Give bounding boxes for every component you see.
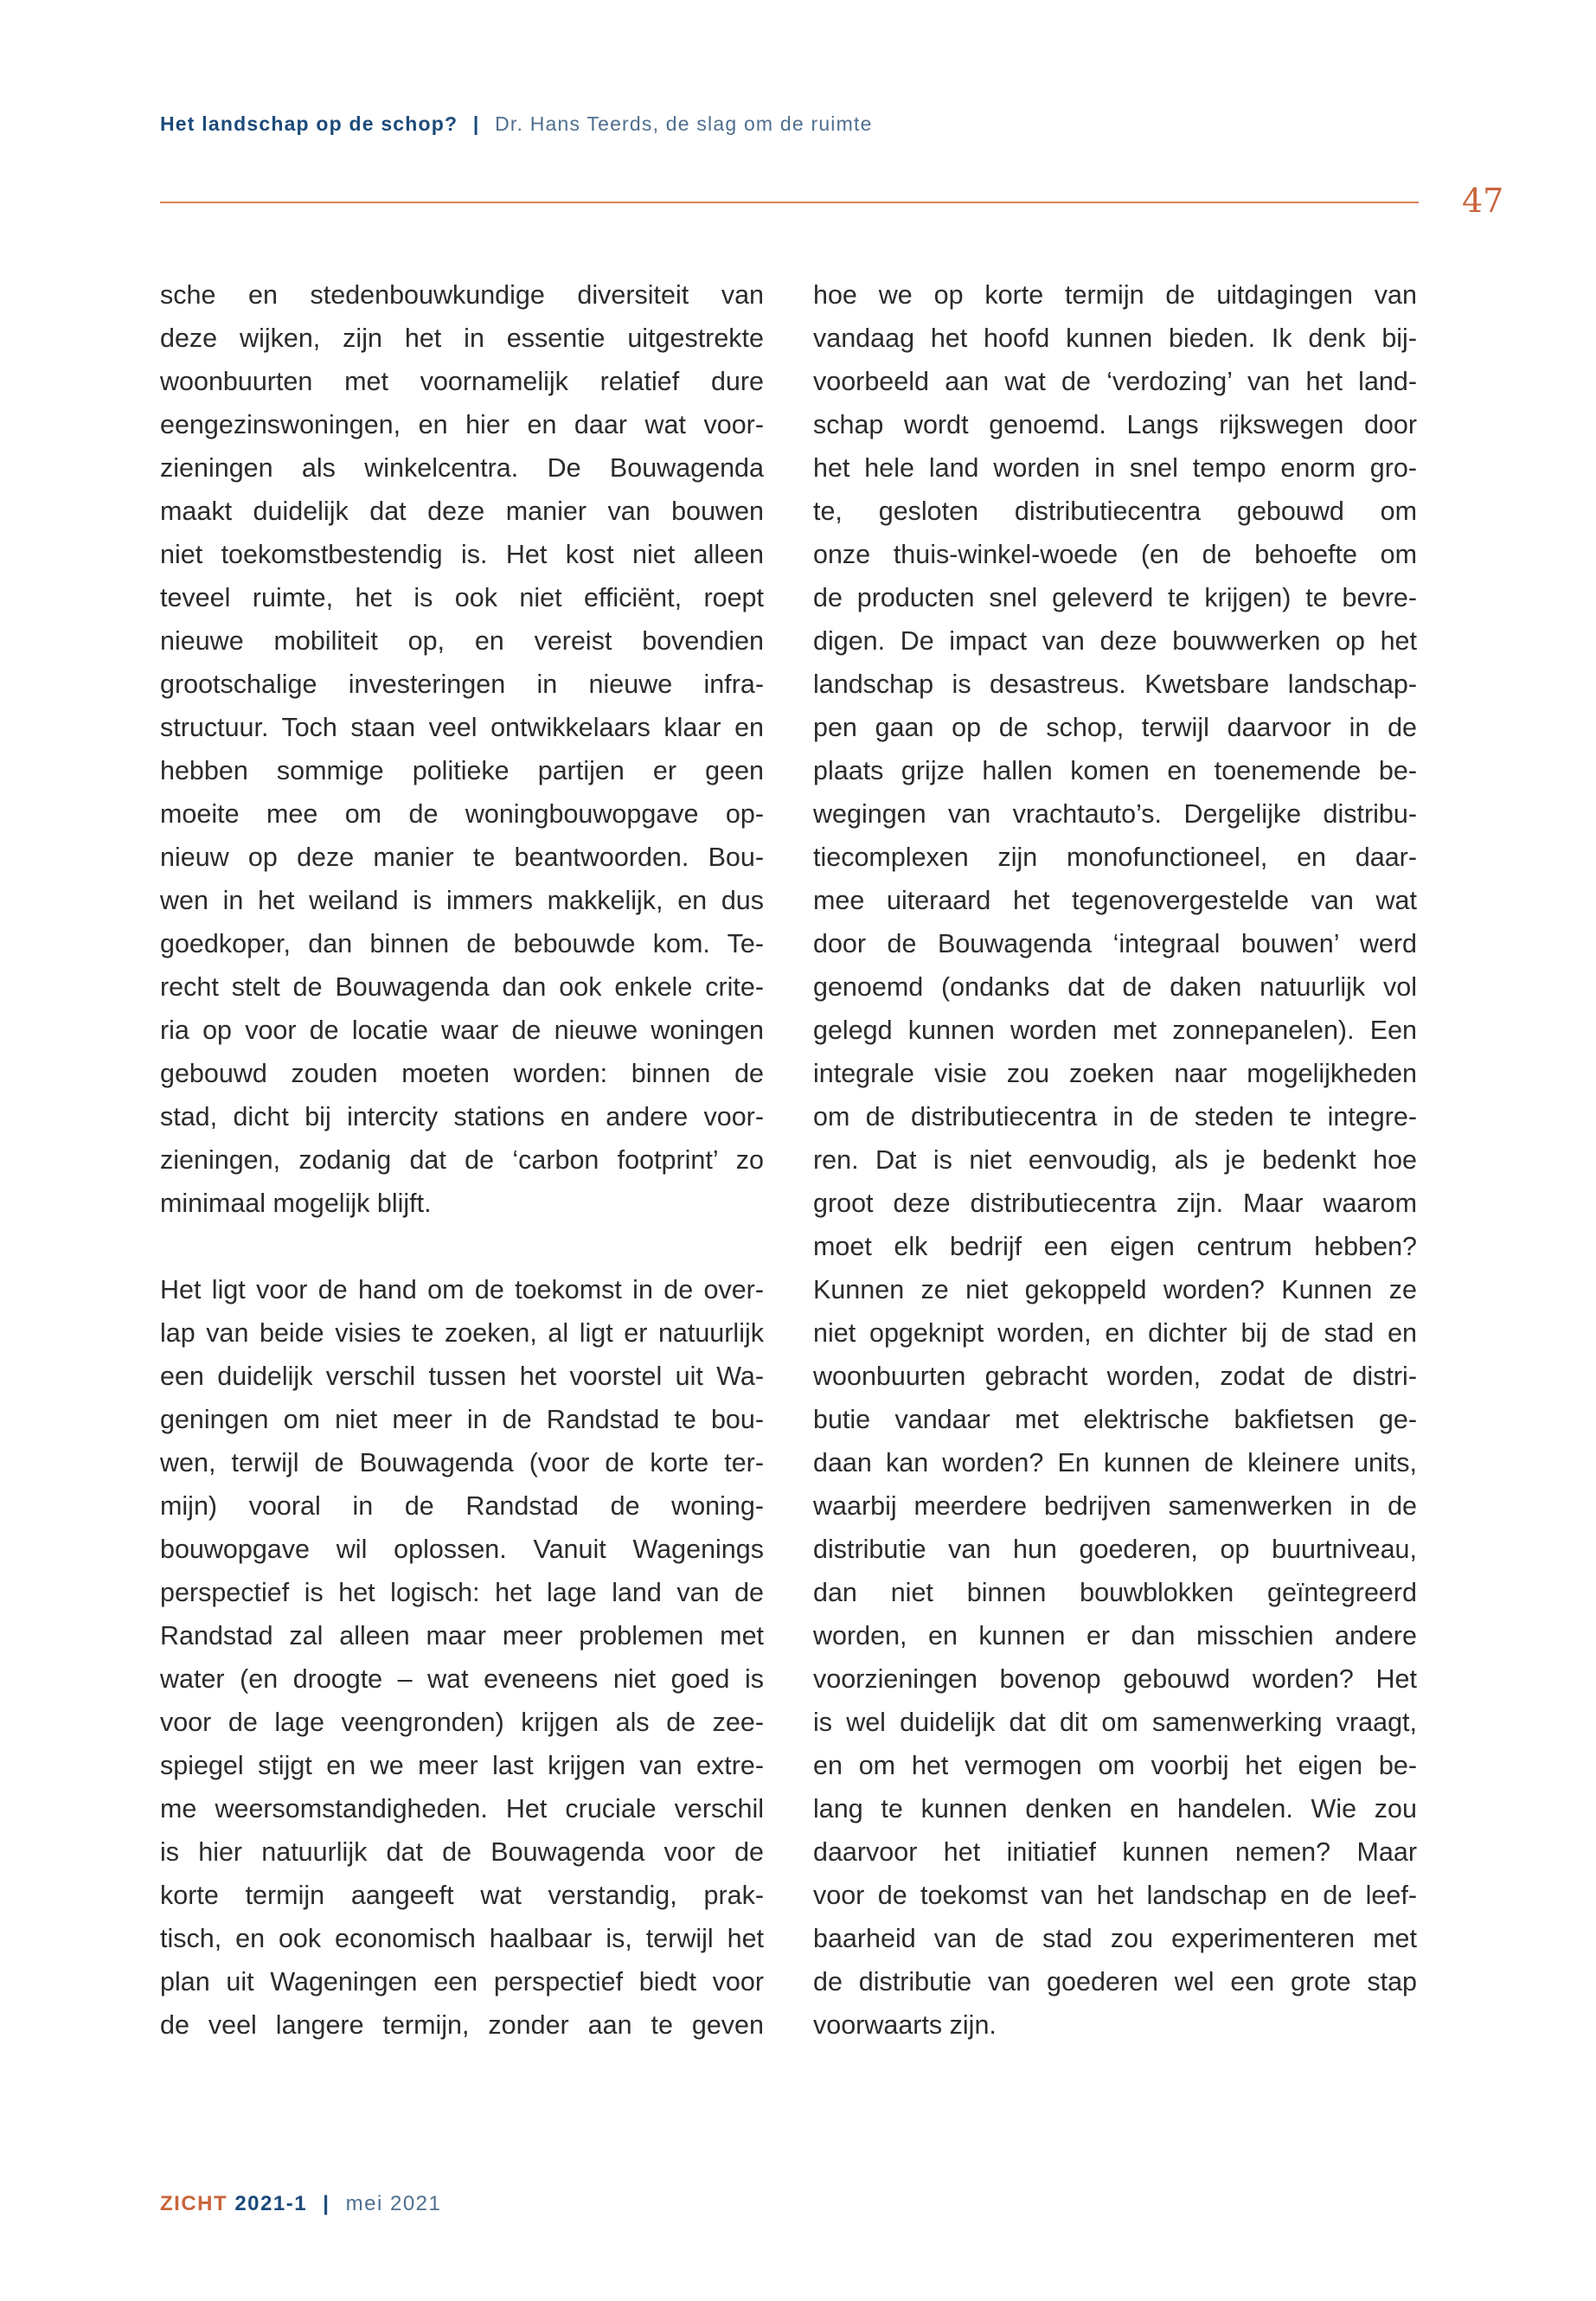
paragraph-gap <box>160 1225 764 1268</box>
text-line: het hele land worden in snel tempo enorm gro- <box>813 453 1417 483</box>
text-line: lap van beide visies te zoeken, al ligt er natuurlijk <box>160 1318 764 1348</box>
text-line: moet elk bedrijf een eigen centrum hebben? <box>813 1232 1417 1261</box>
text-line: plan uit Wageningen een perspectief biedt voor <box>160 1967 764 1997</box>
text-line: lang te kunnen denken en handelen. Wie zou <box>813 1794 1417 1823</box>
text-line: de distributie van goederen wel een grote stap <box>813 1967 1417 1997</box>
text-line: grootschalige investeringen in nieuwe infra- <box>160 670 764 699</box>
text-line: water (en droogte – wat eveneens niet goed is <box>160 1664 764 1694</box>
text-line: nieuw op deze manier te beantwoorden. Bou- <box>160 843 764 872</box>
text-line: spiegel stijgt en we meer last krijgen van extre- <box>160 1751 764 1780</box>
text-line: vandaag het hoofd kunnen bieden. Ik denk bij- <box>813 324 1417 353</box>
text-line: wegingen van vrachtauto’s. Dergelijke distribu- <box>813 799 1417 829</box>
text-line: gelegd kunnen worden met zonnepanelen). Een <box>813 1016 1417 1045</box>
text-line: waarbij meerdere bedrijven samenwerken in de <box>813 1491 1417 1521</box>
text-line: voorwaarts zijn. <box>813 2010 997 2040</box>
left-column <box>160 273 764 2047</box>
text-line: landschap is desastreus. Kwetsbare landschap- <box>813 670 1417 699</box>
right-paragraph-1 <box>813 273 1417 2047</box>
text-line: ren. Dat is niet eenvoudig, als je bedenkt hoe <box>813 1145 1417 1175</box>
text-line: pen gaan op de schop, terwijl daarvoor in de <box>813 713 1417 742</box>
text-line: recht stelt de Bouwagenda dan ook enkele crite- <box>160 972 764 1002</box>
text-line: Het ligt voor de hand om de toekomst in de over- <box>160 1275 764 1304</box>
text-line: wen, terwijl de Bouwagenda (voor de korte ter- <box>160 1448 764 1477</box>
text-line: zieningen als winkelcentra. De Bouwagenda <box>160 453 764 483</box>
text-line: woonbuurten met voornamelijk relatief dure <box>160 367 764 396</box>
text-line: hebben sommige politieke partijen er geen <box>160 756 764 785</box>
text-line: daan kan worden? En kunnen de kleinere units, <box>813 1448 1417 1477</box>
text-line: voorbeeld aan wat de ‘verdozing’ van het land- <box>813 367 1417 396</box>
text-line: genoemd (ondanks dat de daken natuurlijk vol <box>813 972 1417 1002</box>
text-line: goedkoper, dan binnen de bebouwde kom. Te- <box>160 929 764 958</box>
text-line: digen. De impact van deze bouwwerken op het <box>813 626 1417 656</box>
text-line: perspectief is het logisch: het lage land van de <box>160 1578 764 1607</box>
text-line: zieningen, zodanig dat de ‘carbon footprint’ zo <box>160 1145 764 1175</box>
text-line: deze wijken, zijn het in essentie uitgestrekte <box>160 324 764 353</box>
text-line: distributie van hun goederen, op buurtniveau, <box>813 1535 1417 1564</box>
text-line: schap wordt genoemd. Langs rijkswegen door <box>813 410 1417 439</box>
text-line: niet toekomstbestendig is. Het kost niet alleen <box>160 540 764 569</box>
text-line: geningen om niet meer in de Randstad te bou- <box>160 1405 764 1434</box>
text-line: om de distributiecentra in de steden te integre- <box>813 1102 1417 1131</box>
footer-separator: | <box>323 2192 330 2215</box>
text-line: moeite mee om de woningbouwopgave op- <box>160 799 764 829</box>
text-line: gebouwd zouden moeten worden: binnen de <box>160 1059 764 1088</box>
text-line: dan niet binnen bouwblokken geïntegreerd <box>813 1578 1417 1607</box>
text-line: groot deze distributiecentra zijn. Maar waarom <box>813 1189 1417 1218</box>
text-line: een duidelijk verschil tussen het voorstel uit Wa- <box>160 1362 764 1391</box>
header-separator: | <box>472 112 480 135</box>
text-line: sche en stedenbouwkundige diversiteit van <box>160 280 764 310</box>
text-line: baarheid van de stad zou experimenteren met <box>813 1924 1417 1953</box>
text-line: voorzieningen bovenop gebouwd worden? Het <box>813 1664 1417 1694</box>
text-line: structuur. Toch staan veel ontwikkelaars klaar en <box>160 713 764 742</box>
text-line: voor de lage veengronden) krijgen als de zee- <box>160 1708 764 1737</box>
text-line: maakt duidelijk dat deze manier van bouwen <box>160 497 764 526</box>
text-line: butie vandaar met elektrische bakfietsen ge- <box>813 1405 1417 1434</box>
issue-number: 2021-1 <box>234 2192 308 2215</box>
text-line: minimaal mogelijk blijft. <box>160 1189 432 1218</box>
text-line: teveel ruimte, het is ook niet efficiënt, roept <box>160 583 764 612</box>
text-line: mijn) vooral in de Randstad de woning- <box>160 1491 764 1521</box>
text-line: mee uiteraard het tegenovergestelde van wat <box>813 886 1417 915</box>
text-line: woonbuurten gebracht worden, zodat de distri- <box>813 1362 1417 1391</box>
text-line: Randstad zal alleen maar meer problemen met <box>160 1621 764 1650</box>
magazine-name: ZICHT <box>160 2192 228 2215</box>
text-line: te, gesloten distributiecentra gebouwd om <box>813 497 1417 526</box>
text-line: Kunnen ze niet gekoppeld worden? Kunnen ze <box>813 1275 1417 1304</box>
text-line: hoe we op korte termijn de uitdagingen van <box>813 280 1417 310</box>
text-line: integrale visie zou zoeken naar mogelijkheden <box>813 1059 1417 1088</box>
text-line: onze thuis-winkel-woede (en de behoefte om <box>813 540 1417 569</box>
text-line: plaats grijze hallen komen en toenemende be- <box>813 756 1417 785</box>
text-line: is hier natuurlijk dat de Bouwagenda voor de <box>160 1837 764 1867</box>
text-line: de producten snel geleverd te krijgen) te bevre- <box>813 583 1417 612</box>
text-line: ria op voor de locatie waar de nieuwe woningen <box>160 1016 764 1045</box>
text-line: en om het vermogen om voorbij het eigen be- <box>813 1751 1417 1780</box>
page-number: 47 <box>1462 182 1504 220</box>
text-line: nieuwe mobiliteit op, en vereist bovendien <box>160 626 764 656</box>
text-line: korte termijn aangeeft wat verstandig, prak- <box>160 1881 764 1910</box>
left-paragraph-2 <box>160 1268 764 2047</box>
text-line: daarvoor het initiatief kunnen nemen? Maar <box>813 1837 1417 1867</box>
text-line: me weersomstandigheden. Het cruciale verschil <box>160 1794 764 1823</box>
issue-date: mei 2021 <box>345 2192 442 2215</box>
text-line: door de Bouwagenda ‘integraal bouwen’ werd <box>813 929 1417 958</box>
right-column <box>813 273 1417 2047</box>
left-paragraph-1 <box>160 273 764 1225</box>
text-line: bouwopgave wil oplossen. Vanuit Wagenings <box>160 1535 764 1564</box>
text-line: is wel duidelijk dat dit om samenwerking vraagt, <box>813 1708 1417 1737</box>
header-rule <box>160 202 1419 203</box>
text-line: de veel langere termijn, zonder aan te geven <box>160 2010 764 2040</box>
text-line: tisch, en ook economisch haalbaar is, terwijl het <box>160 1924 764 1953</box>
text-line: wen in het weiland is immers makkelijk, en dus <box>160 886 764 915</box>
text-line: eengezinswoningen, en hier en daar wat voor- <box>160 410 764 439</box>
text-line: niet opgeknipt worden, en dichter bij de stad en <box>813 1318 1417 1348</box>
series-title: Het landschap op de schop? <box>160 112 458 135</box>
text-line: voor de toekomst van het landschap en de leef- <box>813 1881 1417 1910</box>
text-line: worden, en kunnen er dan misschien andere <box>813 1621 1417 1650</box>
article-subtitle: Dr. Hans Teerds, de slag om de ruimte <box>495 112 873 135</box>
footer <box>160 2192 441 2216</box>
running-header <box>160 112 873 136</box>
text-line: tiecomplexen zijn monofunctioneel, en daar- <box>813 843 1417 872</box>
text-line: stad, dicht bij intercity stations en andere voor- <box>160 1102 764 1131</box>
